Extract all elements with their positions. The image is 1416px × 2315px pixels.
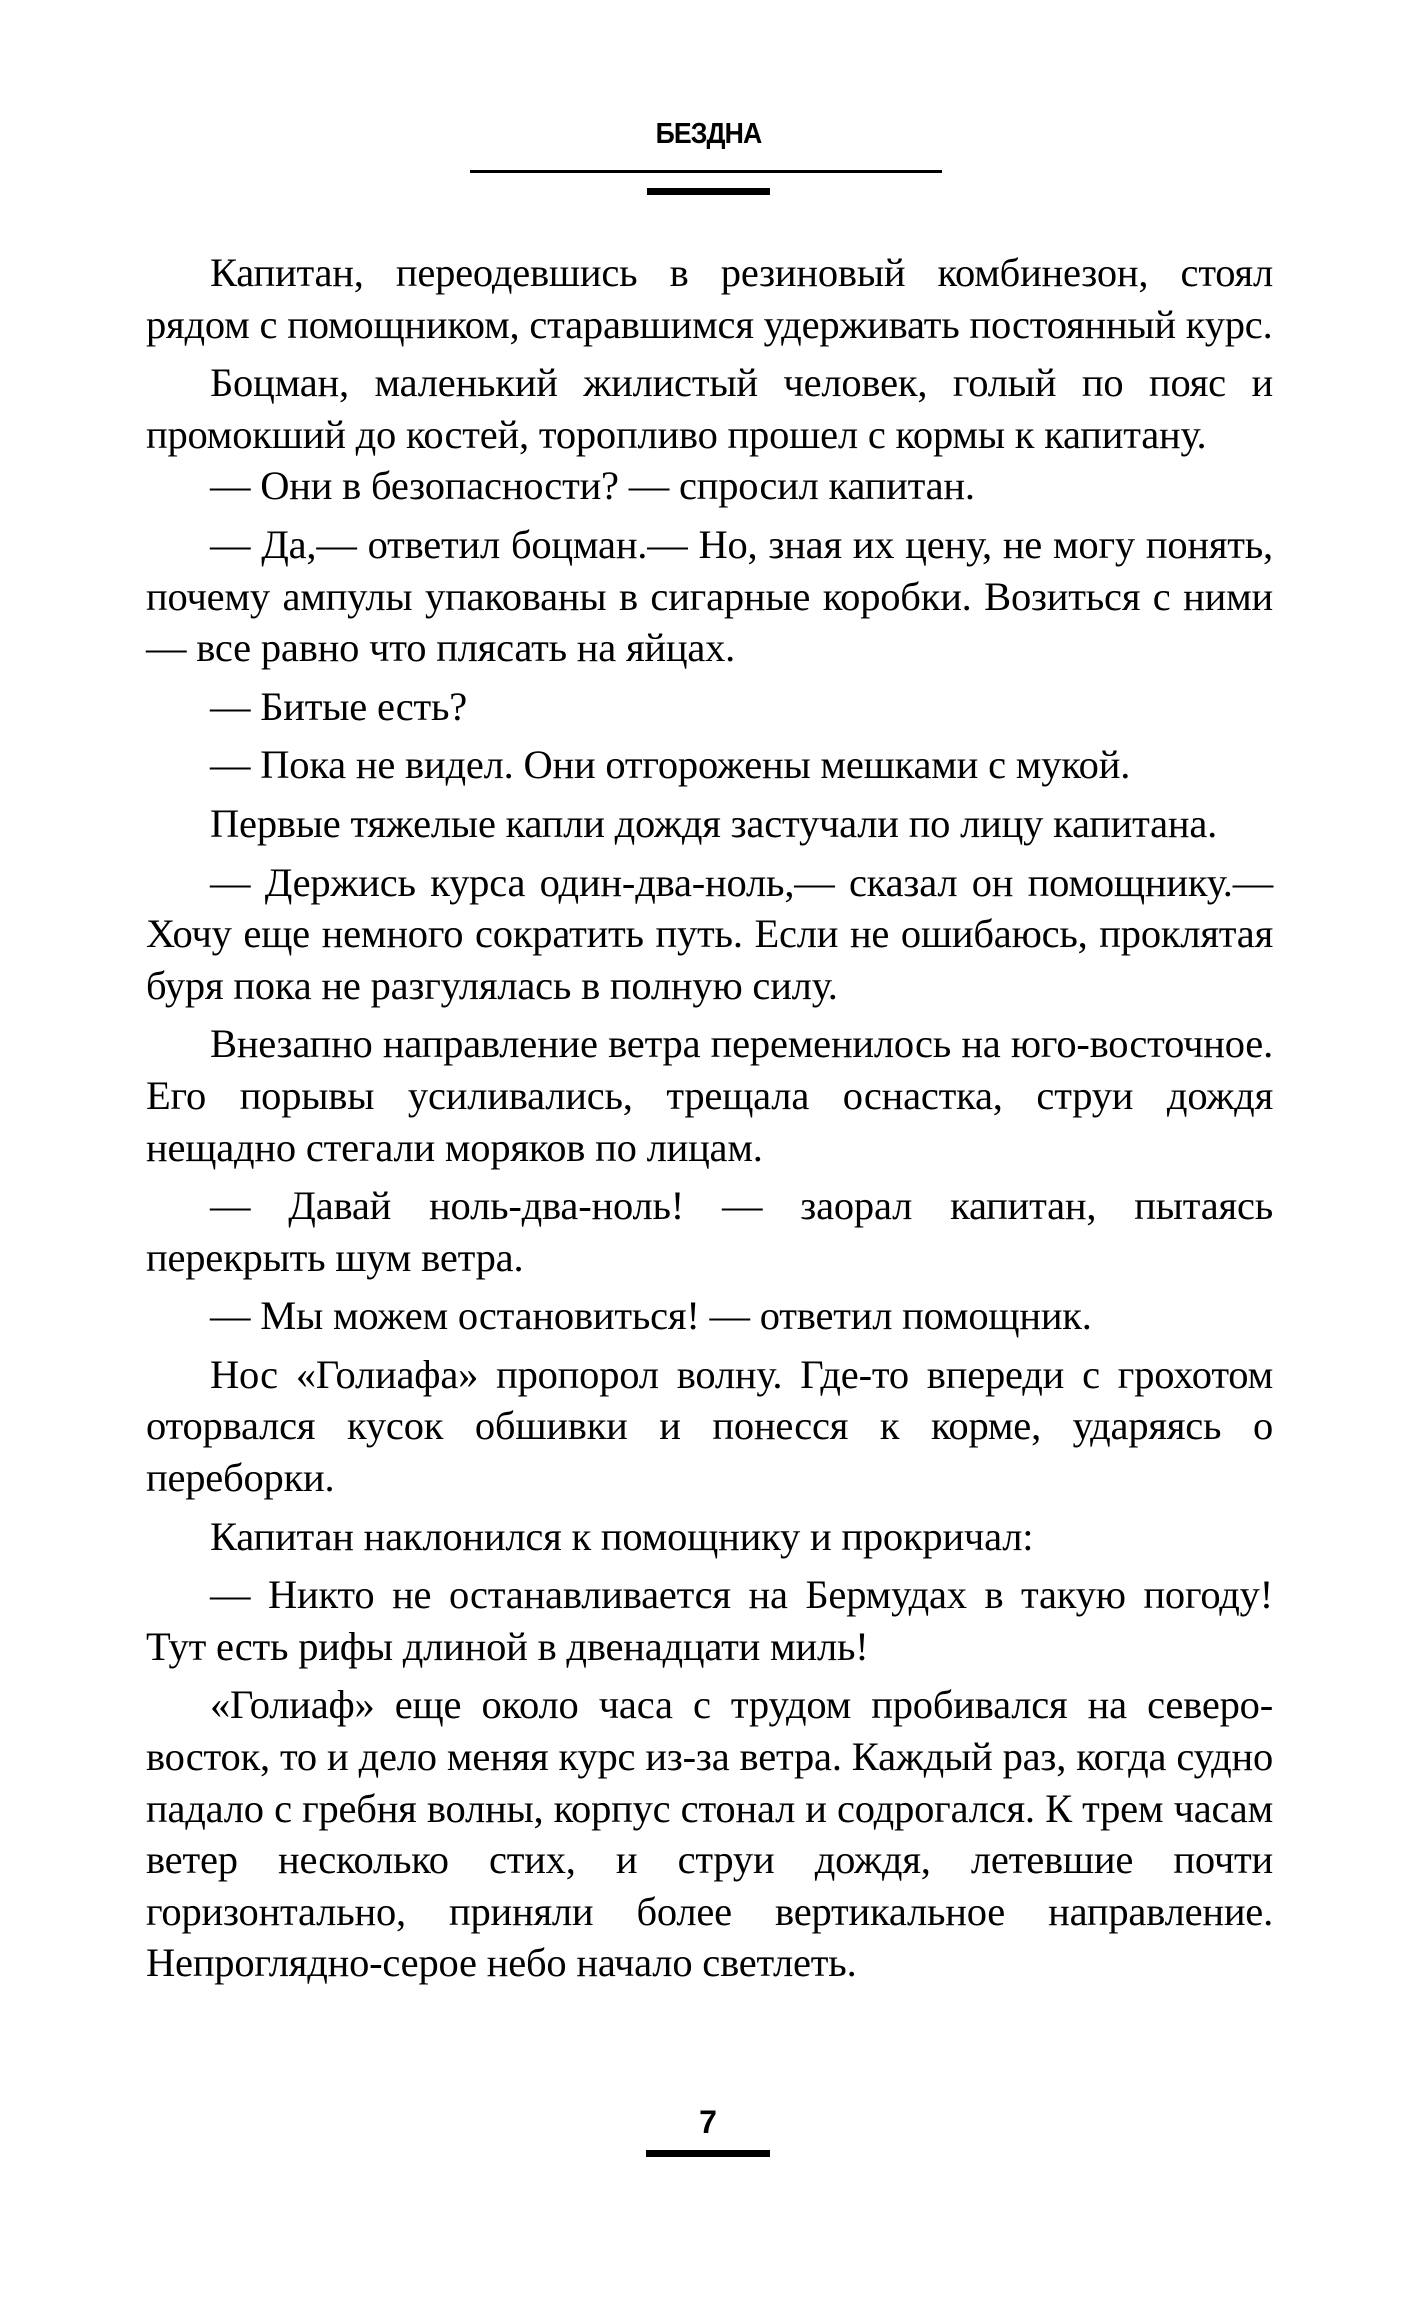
paragraph: Капитан, переодевшись в резиновый комбинезон, стоял рядом с помощником, старавшимся удерживать постоянный курс.: [146, 250, 1273, 347]
paragraph: — Держись курса один-два-ноль,— сказал он помощнику.— Хочу еще немного сократить путь. Если не ошибаюсь, проклятая буря пока не разгулялась в полную силу.: [146, 859, 1273, 1008]
body-text: [146, 240, 1273, 1989]
paragraph: — Мы можем остановиться! — ответил помощник.: [210, 1293, 1092, 1339]
paragraph: — Битые есть?: [210, 683, 468, 729]
paragraph: — Да,— ответил боцман.— Но, зная их цену, не могу понять, почему ампулы упакованы в сигарные коробки. Возиться с ними — все равно что плясать на яйцах.: [146, 521, 1273, 671]
header-rule-accent: [647, 188, 770, 195]
paragraph: — Давай ноль-два-ноль! — заорал капитан, пытаясь перекрыть шум ветра.: [146, 1183, 1273, 1280]
paragraph: — Они в безопасности? — спросил капитан.: [210, 463, 975, 509]
paragraph: — Пока не видел. Они отгорожены мешками с мукой.: [210, 742, 1131, 788]
paragraph: «Голиаф» еще около часа с трудом пробивался на северо-восток, то и дело меняя курс из-за ветра. Каждый раз, когда судно падало с гребня волны, корпус стонал и содрогался. К трем часам ветер несколько стих, и струи дождя, летевшие почти горизонтально, приняли более вертикальное направление. Непроглядно-серое небо начало светлеть.: [146, 1682, 1273, 1986]
page-number: 7: [699, 2104, 717, 2140]
footer-rule: [646, 2150, 770, 2157]
paragraph: Боцман, маленький жилистый человек, голый по пояс и промокший до костей, торопливо прошел с кормы к капитану.: [146, 360, 1273, 457]
running-header-title: БЕЗДНА: [655, 118, 761, 150]
paragraph: Первые тяжелые капли дождя застучали по лицу капитана.: [210, 800, 1218, 846]
paragraph: Капитан наклонился к помощнику и прокричал:: [210, 1513, 1034, 1559]
paragraph: — Никто не останавливается на Бермудах в такую погоду! Тут есть рифы длиной в двенадцати миль!: [146, 1572, 1273, 1669]
header-rule: [470, 170, 942, 173]
paragraph: Нос «Голиафа» пропорол волну. Где-то впереди с грохотом оторвался кусок обшивки и понесся к корме, ударяясь о переборки.: [146, 1351, 1273, 1501]
running-header: [0, 118, 1416, 151]
paragraph: Внезапно направление ветра переменилось на юго-восточное. Его порывы усиливались, трещала оснастка, струи дождя нещадно стегали моряков по лицам.: [146, 1021, 1273, 1170]
